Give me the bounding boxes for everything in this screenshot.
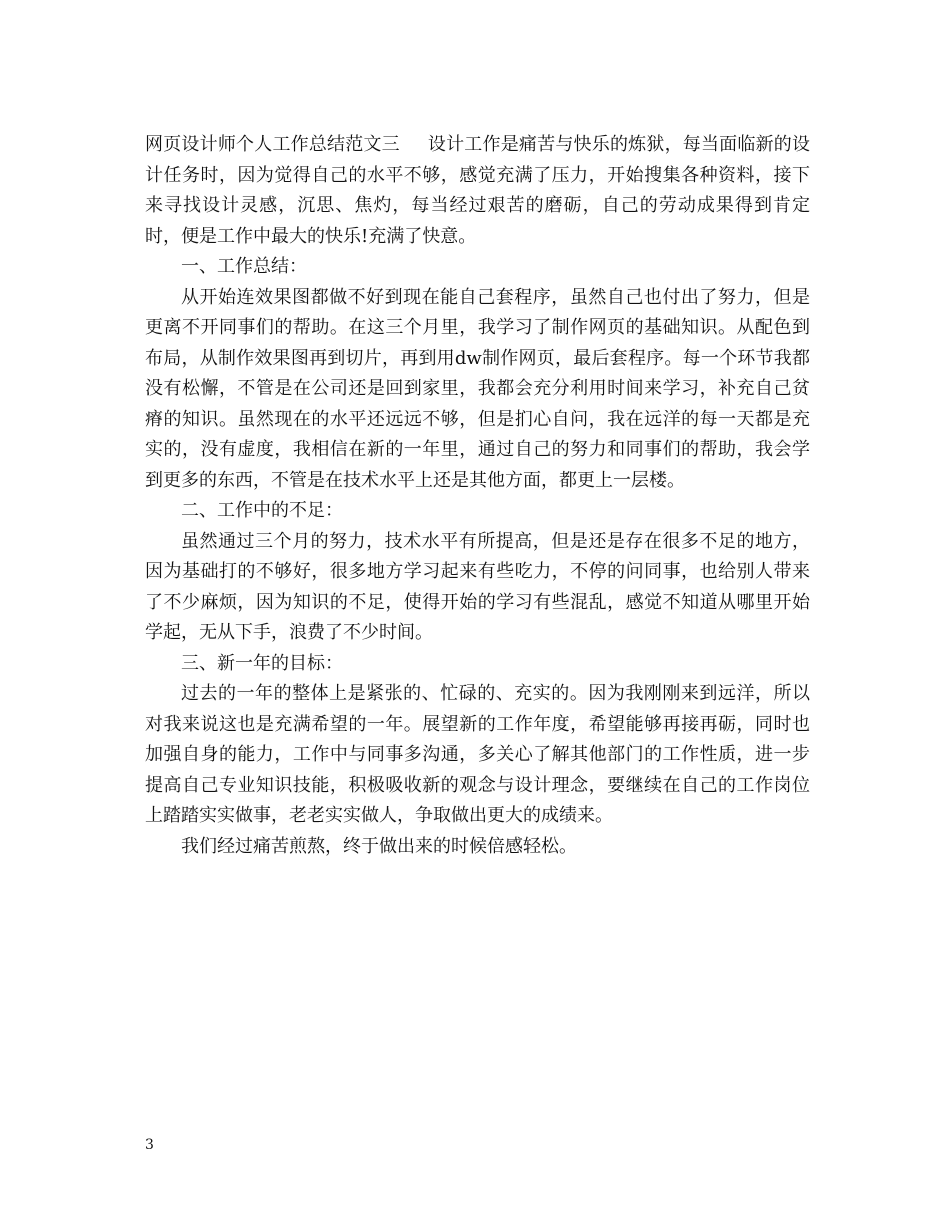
section-paragraph-shortcomings: 虽然通过三个月的努力，技术水平有所提高，但是还是存在很多不足的地方，因为基础打的不够好，很多地方学习起来有些吃力，不停的问同事，也给别人带来了不少麻烦，因为知识的不足，使得开始的学习有些混乱，感觉不知道从哪里开始学起，无从下手，浪费了不少时间。	[145, 530, 810, 643]
intro-paragraph	[145, 130, 810, 252]
closing-paragraph: 我们经过痛苦煎熬，终于做出来的时候倍感轻松。	[181, 835, 577, 857]
section-heading-goals: 三、新一年的目标：	[181, 652, 343, 674]
section-paragraph-summary: 从开始连效果图都做不好到现在能自己套程序，虽然自己也付出了努力，但是更离不开同事们的帮助。在这三个月里，我学习了制作网页的基础知识。从配色到布局，从制作效果图再到切片，再到用dw制作网页，最后套程序。每一个环节我都没有松懈，不管是在公司还是回到家里，我都会充分利用时间来学习，补充自己贫瘠的知识。虽然现在的水平还远远不够，但是扪心自问，我在远洋的每一天都是充实的，没有虚度，我相信在新的一年里，通过自己的努力和同事们的帮助，我会学到更多的东西，不管是在技术水平上还是其他方面，都更上一层楼。	[145, 286, 810, 491]
section-paragraph-goals: 过去的一年的整体上是紧张的、忙碌的、充实的。因为我刚刚来到远洋，所以对我来说这也是充满希望的一年。展望新的工作年度，希望能够再接再砺，同时也加强自身的能力，工作中与同事多沟通，多关心了解其他部门的工作性质，进一步提高自己专业知识技能，积极吸收新的观念与设计理念，要继续在自己的工作岗位上踏踏实实做事，老老实实做人，争取做出更大的成绩来。	[145, 683, 810, 826]
section-heading-shortcomings: 二、工作中的不足：	[181, 500, 343, 521]
intro-text: 设计工作是痛苦与快乐的炼狱，每当面临新的设计任务时，因为觉得自己的水平不够，感觉充满了压力，开始搜集各种资料，接下来寻找设计灵感，沉思、焦灼，每当经过艰苦的磨砺，自己的劳动成果得到肯定时，便是工作中最大的快乐!充满了快意。	[145, 134, 811, 247]
section-heading-summary: 一、工作总结：	[181, 256, 307, 277]
page-number: 3	[145, 1137, 154, 1153]
document-body	[145, 130, 810, 862]
document-title: 网页设计师个人工作总结范文三	[145, 134, 400, 155]
